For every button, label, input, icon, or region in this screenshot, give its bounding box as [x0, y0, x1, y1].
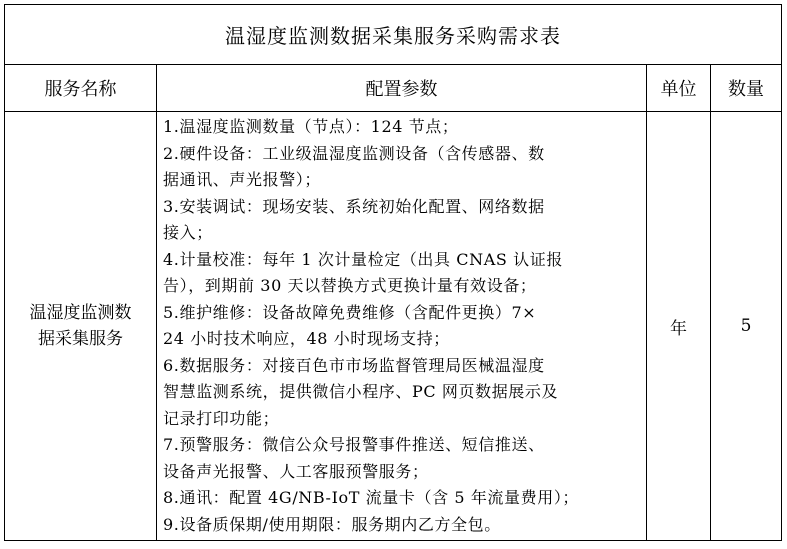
param-line: 设备声光报警、人工客服预警服务； — [163, 461, 429, 481]
param-line: 接入； — [163, 223, 213, 242]
param-line: 7.预警服务：微信公众号报警事件推送、短信推送、 — [163, 435, 545, 454]
param-line: 1.温湿度监测数量（节点）：124 节点； — [163, 117, 459, 136]
service-name-cell — [5, 112, 157, 541]
param-line: 5.维护维修：设备故障免费维修（含配件更换）7× — [163, 302, 537, 322]
param-line: 8.通讯：配置 4G/NB-IoT 流量卡（含 5 年流量费用）； — [163, 488, 580, 507]
config-params-cell — [157, 112, 647, 541]
param-line: 24 小时技术响应，48 小时现场支持； — [163, 329, 450, 348]
header-config-params: 配置参数 — [157, 65, 647, 112]
header-row — [5, 65, 782, 112]
header-unit: 单位 — [647, 65, 711, 112]
param-line: 6.数据服务：对接百色市市场监督管理局医械温湿度 — [163, 355, 545, 375]
table-row — [5, 112, 782, 541]
param-line: 记录打印功能； — [163, 408, 280, 428]
table-title: 温湿度监测数据采集服务采购需求表 — [5, 5, 782, 65]
unit-cell: 年 — [647, 112, 711, 541]
param-line: 9.设备质保期/使用期限：服务期内乙方全包。 — [163, 514, 501, 534]
header-quantity: 数量 — [711, 65, 782, 112]
quantity-cell: 5 — [711, 112, 782, 541]
param-line: 告），到期前 30 天以替换方式更换计量有效设备； — [163, 276, 537, 295]
param-line: 2.硬件设备：工业级温湿度监测设备（含传感器、数 — [163, 143, 545, 163]
header-service-name: 服务名称 — [5, 65, 157, 112]
param-line: 智慧监测系统，提供微信小程序、PC 网页数据展示及 — [163, 382, 559, 401]
procurement-requirements-table — [4, 4, 782, 541]
param-line: 据通讯、声光报警）； — [163, 170, 322, 189]
param-line: 3.安装调试：现场安装、系统初始化配置、网络数据 — [163, 196, 545, 216]
service-name-line: 温湿度监测数 — [29, 303, 132, 323]
service-name-line: 据采集服务 — [38, 329, 123, 349]
title-row — [5, 5, 782, 65]
param-line: 4.计量校准：每年 1 次计量检定（出具 CNAS 认证报 — [163, 249, 563, 269]
